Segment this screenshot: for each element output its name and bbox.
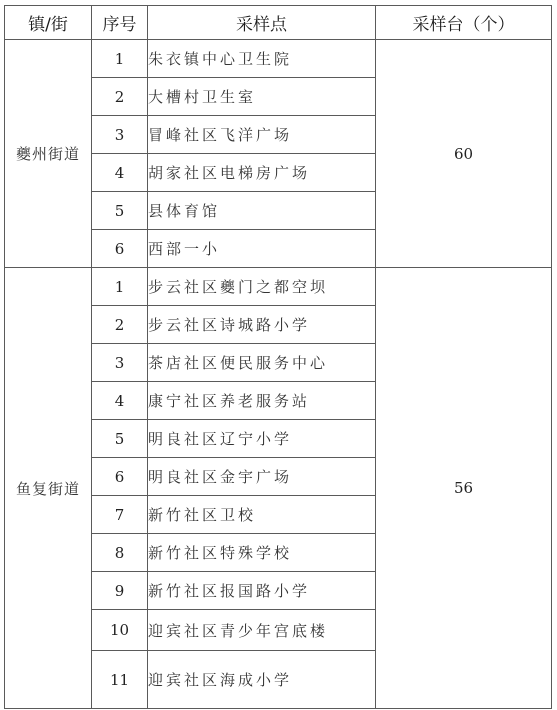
index-cell: 7 [92,496,148,534]
index-cell: 5 [92,192,148,230]
index-cell: 6 [92,458,148,496]
site-cell: 迎宾社区海成小学 [148,651,376,709]
index-cell: 4 [92,154,148,192]
header-index: 序号 [92,6,148,40]
index-cell: 2 [92,78,148,116]
index-cell: 3 [92,344,148,382]
index-cell: 1 [92,40,148,78]
table-row [5,40,552,78]
index-cell: 11 [92,651,148,709]
table-row [5,268,552,306]
index-cell: 3 [92,116,148,154]
index-cell: 10 [92,610,148,651]
header-count: 采样台（个） [376,6,552,40]
site-cell: 朱衣镇中心卫生院 [148,40,376,78]
site-cell: 步云社区夔门之都空坝 [148,268,376,306]
index-cell: 4 [92,382,148,420]
index-cell: 9 [92,572,148,610]
site-cell: 大槽村卫生室 [148,78,376,116]
site-cell: 迎宾社区青少年宫底楼 [148,610,376,651]
site-cell: 新竹社区特殊学校 [148,534,376,572]
site-cell: 胡家社区电梯房广场 [148,154,376,192]
index-cell: 8 [92,534,148,572]
site-cell: 明良社区辽宁小学 [148,420,376,458]
header-site: 采样点 [148,6,376,40]
site-cell: 康宁社区养老服务站 [148,382,376,420]
site-cell: 步云社区诗城路小学 [148,306,376,344]
sampling-sites-table [4,5,552,709]
site-cell: 新竹社区卫校 [148,496,376,534]
index-cell: 6 [92,230,148,268]
index-cell: 2 [92,306,148,344]
site-cell: 县体育馆 [148,192,376,230]
header-town: 镇/街 [5,6,92,40]
index-cell: 1 [92,268,148,306]
site-cell: 冒峰社区飞洋广场 [148,116,376,154]
count-cell: 60 [376,40,552,268]
town-cell: 夔州街道 [5,40,92,268]
site-cell: 茶店社区便民服务中心 [148,344,376,382]
index-cell: 5 [92,420,148,458]
count-cell: 56 [376,268,552,709]
table-header-row [5,6,552,40]
site-cell: 新竹社区报国路小学 [148,572,376,610]
town-cell: 鱼复街道 [5,268,92,709]
site-cell: 西部一小 [148,230,376,268]
site-cell: 明良社区金宇广场 [148,458,376,496]
